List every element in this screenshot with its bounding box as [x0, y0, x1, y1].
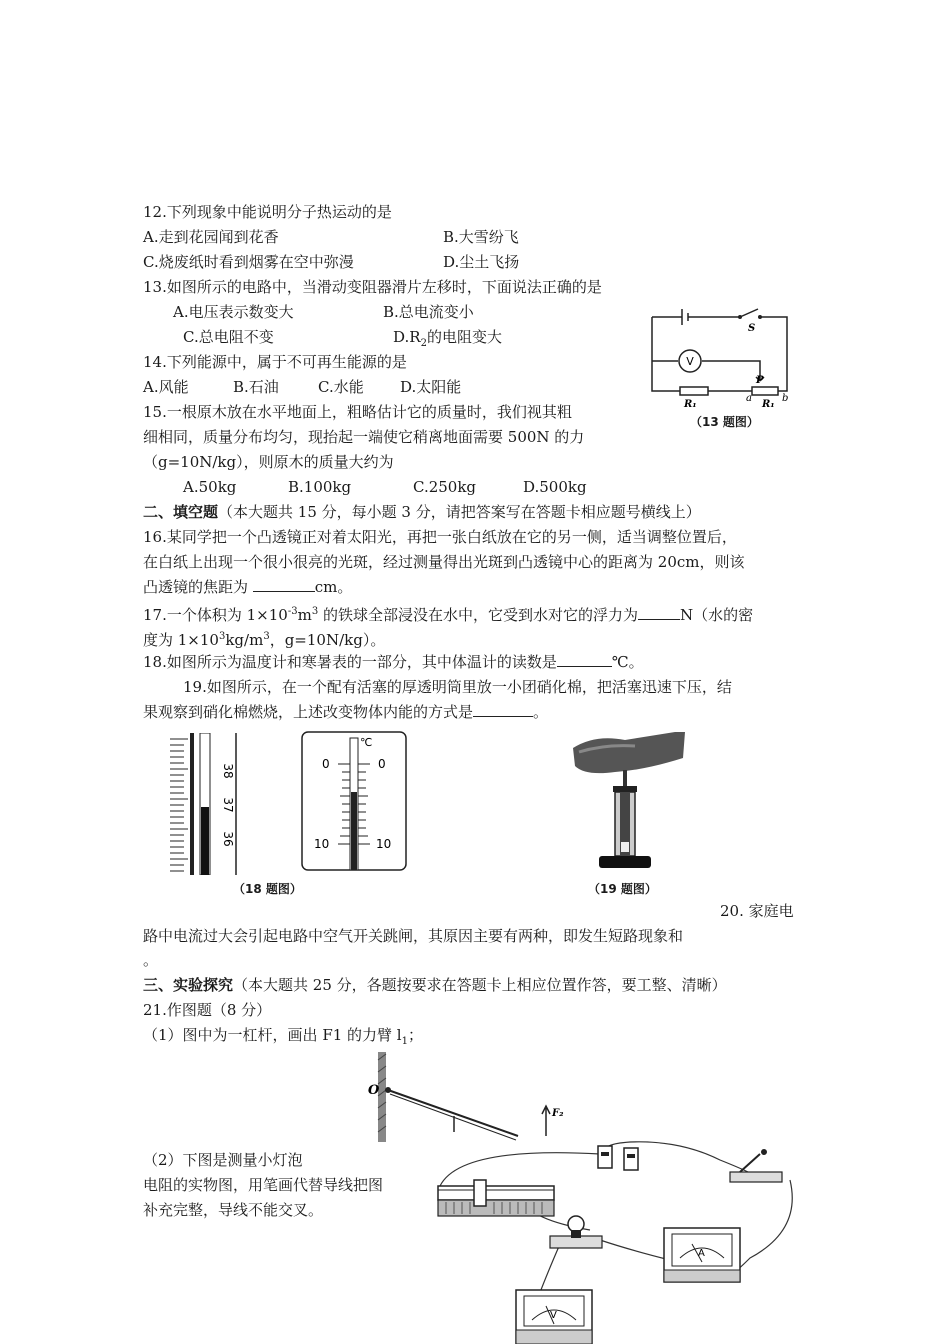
celsius-symbol: ℃: [360, 736, 373, 749]
q21-part-2-line-1: （2）下图是测量小灯泡: [143, 1151, 303, 1169]
q20-line-3: 。: [143, 951, 159, 969]
lamp-icon: [550, 1216, 602, 1248]
q14-option-d: D.太阳能: [400, 378, 462, 396]
q13-b-label: b: [782, 393, 789, 404]
q19-line-2: 果观察到硝化棉燃烧，上述改变物体内能的方式是 。: [143, 703, 549, 721]
q13-stem: 13.如图所示的电路中，当滑动变阻器滑片左移时，下面说法正确的是: [143, 278, 602, 296]
q14-option-a: A.风能: [143, 378, 189, 396]
q21-part-2-line-2: 电阻的实物图，用笔画代替导线把图: [143, 1176, 384, 1194]
clinical-thermometer-figure: [166, 733, 246, 875]
piston-cylinder-figure: [565, 730, 685, 872]
q13-voltmeter-label: V: [686, 355, 694, 368]
q15-line-1: 15.一根原木放在水平地面上，粗略估计它的质量时，我们视其粗: [143, 403, 572, 421]
q14-stem: 14.下列能源中，属于不可再生能源的是: [143, 353, 407, 371]
q15-option-c: C.250kg: [413, 478, 477, 496]
q13-option-c: C.总电阻不变: [183, 328, 274, 346]
q21-part-1: （1）图中为一杠杆，画出 F1 的力臂 $l_1$；: [143, 1026, 423, 1047]
thermometer-label-36: 36: [221, 831, 235, 847]
voltmeter-label: V: [550, 1310, 557, 1321]
q20-line-2: 路中电流过大会引起电路中空气开关跳闸，其原因主要有两种，即发生短路现象和: [143, 927, 684, 945]
room-thermometer-figure: [300, 730, 410, 872]
voltmeter-icon: [516, 1290, 592, 1344]
thermometer-label-38: 38: [221, 763, 235, 779]
lever-figure: [364, 1050, 584, 1145]
q12-option-d: D.尘土飞扬: [443, 253, 520, 271]
q21-title: 21.作图题（8 分）: [143, 1001, 272, 1019]
q16-line-3: 凸透镜的焦距为 cm。: [143, 578, 353, 596]
q13-option-b: B.总电流变小: [383, 303, 474, 321]
q21-part-2-line-3: 补充完整，导线不能交叉。: [143, 1201, 324, 1219]
q15-line-2: 细相同，质量分布均匀，现抬起一端使它稍离地面需要 500N 的力: [143, 428, 585, 446]
switch-icon: [730, 1149, 782, 1182]
q15-option-a: A.50kg: [183, 478, 237, 496]
ammeter-icon: [664, 1228, 740, 1282]
q13-p-label: P: [756, 375, 764, 386]
q15-option-b: B.100kg: [288, 478, 352, 496]
q16-answer-blank[interactable]: [253, 577, 315, 592]
q13-r1-left-label: R₁: [684, 399, 697, 410]
q20-line-1: 20. 家庭电: [720, 902, 794, 920]
lever-pivot-label: O: [368, 1083, 380, 1098]
q18-answer-blank[interactable]: [557, 652, 612, 667]
battery-icons: [598, 1146, 638, 1170]
q13-switch-label: S: [748, 323, 756, 334]
q15-line-3: （g=10N/kg），则原木的质量大约为: [143, 453, 394, 471]
q17-answer-blank[interactable]: [638, 605, 680, 620]
left-scale-ten: 10: [314, 837, 330, 851]
q18-line: 18.如图所示为温度计和寒暑表的一部分，其中体温计的读数是 ℃。: [143, 653, 644, 671]
q13-figure-caption: （13 题图）: [690, 415, 759, 429]
rheostat-icon: [438, 1180, 554, 1216]
q19-answer-blank[interactable]: [473, 702, 533, 717]
q12-option-c: C.烧废纸时看到烟雾在空中弥漫: [143, 253, 354, 271]
fig18-caption: （18 题图）: [233, 882, 302, 896]
q16-line-1: 16.某同学把一个凸透镜正对着太阳光，再把一张白纸放在它的另一侧，适当调整位置后，: [143, 528, 737, 546]
q14-option-c: C.水能: [318, 378, 364, 396]
right-scale-ten: 10: [376, 837, 392, 851]
q19-line-1: 19.如图所示，在一个配有活塞的厚透明筒里放一小团硝化棉，把活塞迅速下压，结: [183, 678, 732, 696]
q12-option-a: A.走到花园闻到花香: [143, 228, 279, 246]
q15-option-d: D.500kg: [523, 478, 587, 496]
q12-stem: 12.下列现象中能说明分子热运动的是: [143, 203, 392, 221]
thermometer-label-37: 37: [221, 797, 235, 813]
section-3-heading: 三、实验探究（本大题共 25 分，各题按要求在答题卡上相应位置作答，要工整、清晰）: [143, 976, 727, 994]
q12-option-b: B.大雪纷飞: [443, 228, 519, 246]
ammeter-label: A: [698, 1248, 705, 1259]
section-2-heading: 二、填空题（本大题共 15 分，每小题 3 分，请把答案写在答题卡相应题号横线上）: [143, 503, 701, 521]
q17-line-2: 度为 $1\times 10^3kg/m^3$，g=10N/kg）。: [143, 631, 386, 649]
q13-option-d: $D.R_2$的电阻变大: [393, 328, 502, 349]
force-f2-label: F₂: [552, 1108, 564, 1119]
fig19-caption: （19 题图）: [588, 882, 657, 896]
q13-a-label: a: [746, 393, 752, 404]
q13-r1-right-label: R₁: [762, 399, 775, 410]
q16-line-2: 在白纸上出现一个很小很亮的光斑，经过测量得出光斑到凸透镜中心的距离为 20cm，则该: [143, 553, 745, 571]
q13-option-a: A.电压表示数变大: [173, 303, 294, 321]
circuit-apparatus-figure: [430, 1140, 810, 1344]
q14-option-b: B.石油: [233, 378, 279, 396]
right-scale-zero: 0: [378, 757, 386, 771]
q17-line-1: 17.一个体积为 $1\times 10^{-3}m^3$ 的铁球全部浸没在水中，它受到水对它的浮力为 N（水的密: [143, 606, 754, 624]
left-scale-zero: 0: [322, 757, 330, 771]
